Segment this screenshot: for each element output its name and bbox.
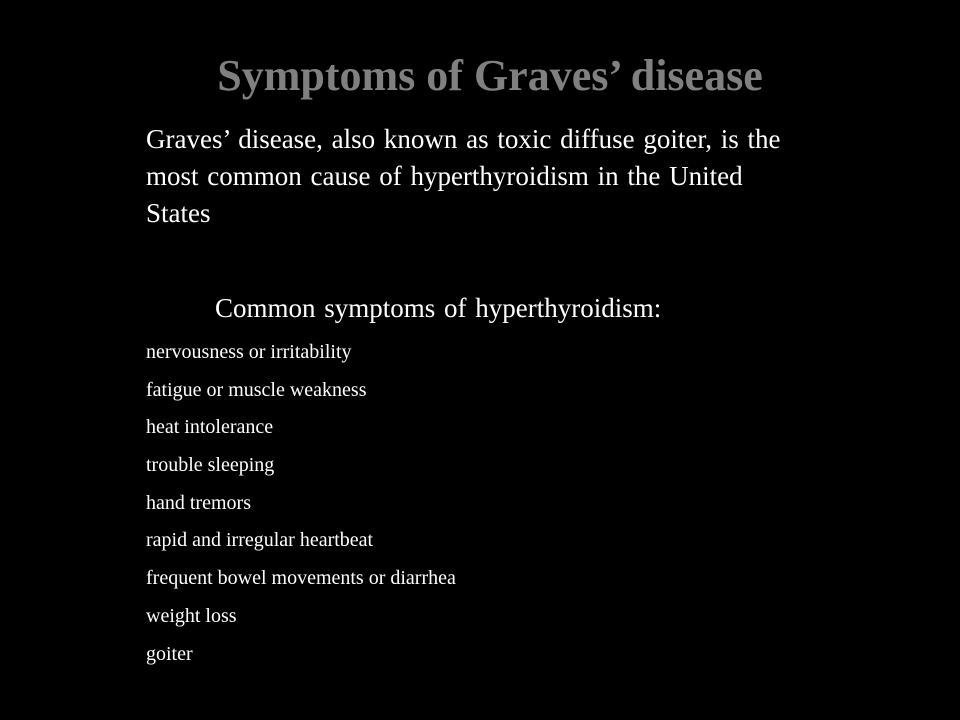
symptom-item: goiter [146,642,193,665]
symptom-item: heat intolerance [146,416,274,439]
symptoms-subheading: Common symptoms of hyperthyroidism: [215,293,662,323]
symptom-item: nervousness or irritability [146,341,352,363]
symptom-item: weight loss [146,604,237,627]
symptom-list [146,334,456,673]
intro-paragraph: Graves’ disease, also known as toxic diffuse goiter, is the most common cause of hyperthyroidism in the United States [146,124,781,228]
symptom-item: frequent bowel movements or diarrhea [146,567,456,590]
symptom-item: hand tremors [146,491,251,514]
symptom-item: fatigue or muscle weakness [146,378,367,401]
symptom-item: trouble sleeping [146,454,275,477]
slide-title: Symptoms of Graves’ disease [217,51,763,100]
symptom-item: rapid and irregular heartbeat [146,529,374,552]
